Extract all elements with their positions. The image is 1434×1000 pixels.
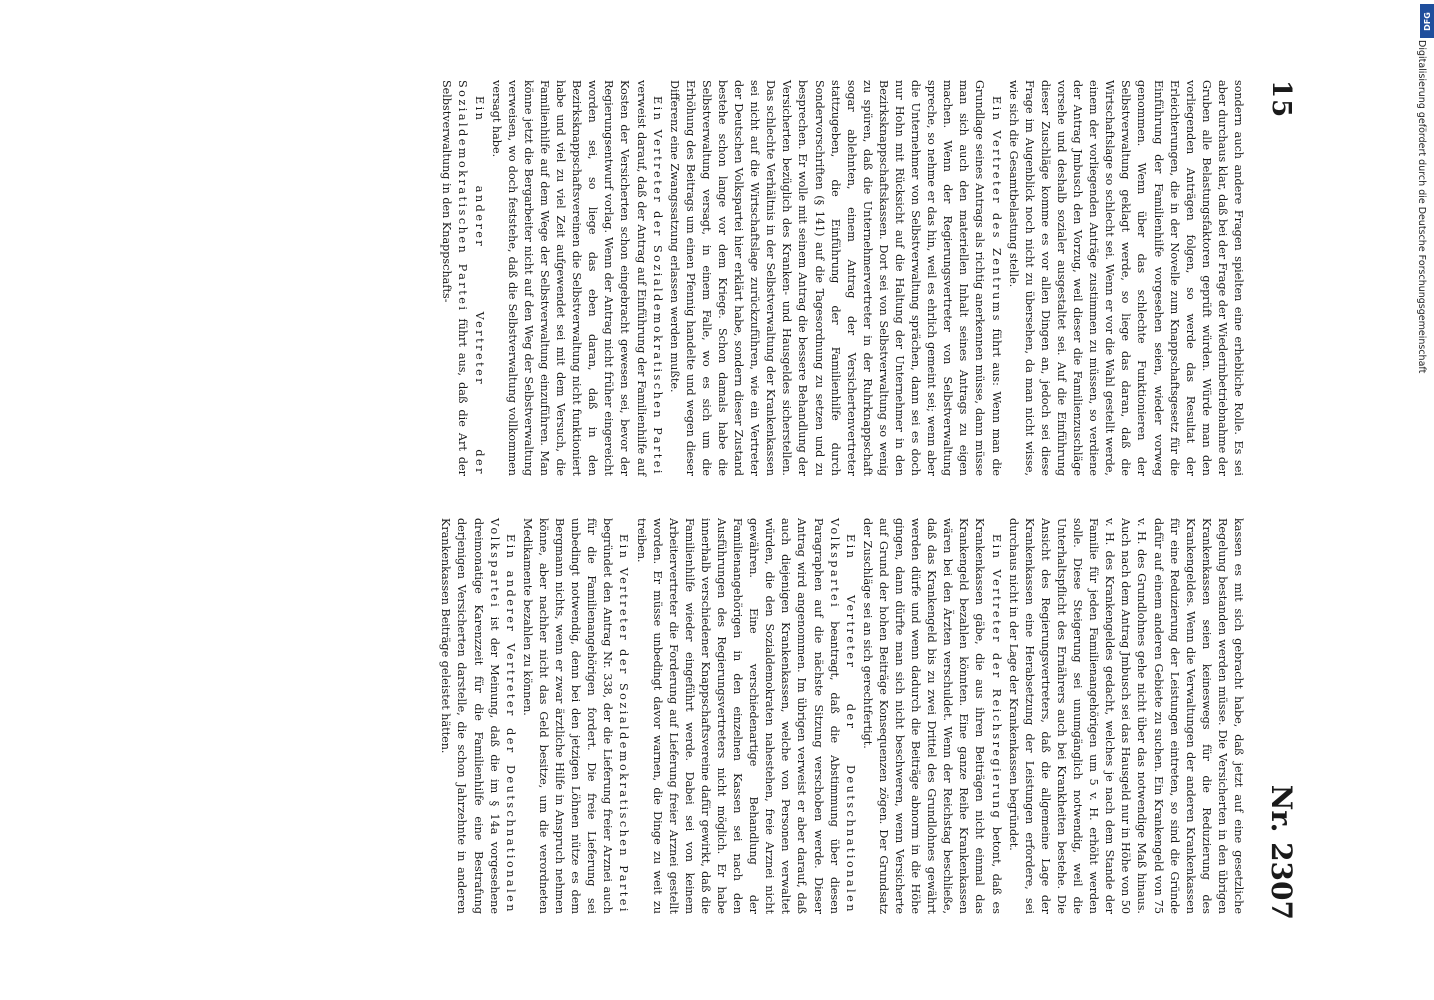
speaker-lead: Ein anderer Vertreter der Deutschnationalen Volkspartei [487, 518, 517, 914]
paragraph-text: betont, daß es Krankenkassen gäbe, die aus ihren Beiträgen nicht einmal das Krankengeld bezahlen könnten. Eine ganze Reihe Krankenkassen wären bei den Ärzten verschuldet. Wenn der Reichstag beschließe, daß das Krankengeld bis zu zwei Drittel des Grundlohnes gewährt werden dürfe und wenn dadurch die Beiträge abnorm in die Höhe gingen, dann dürfte man sich nicht beschweren, wenn Versicherte auf Grund der hohen Beiträge Konsequenzen zögen. Der Grundsatz der Zuschläge sei an sich gerechtfertigt. [860, 518, 1003, 914]
paragraph-text: verweist darauf, daß der Antrag auf Einführung der Familienhilfe auf Kosten der Versicherten schon eingebracht gewesen sei, bevor der Regierungsentwurf vorlag. Wenn der Antrag nicht früher eingereicht worden sei, so liege das eben daran, daß in den Bezirksknappschaftsvereinen die Selbstverwaltung nicht funktioniert habe und viel zu viel Zeit aufgewendet sei mit dem Versuch, die Familienhilfe auf dem Wege der Selbstverwaltung einzuführen. Man könne jetzt die Bergarbeiter nicht auf den Weg der Selbstverwaltung verweisen, wo doch feststehe, daß die Selbstverwaltung vollkommen versagt habe. [489, 80, 648, 476]
paragraph [488, 80, 665, 476]
rotated-document-page [90, 60, 1304, 940]
paragraph-text: ist der Meinung, daß die im § 14a vorgesehene dreimonatige Karenzzeit für die Familienhilfe eine Bestrafung derjenigen Versicherten darstelle, die schon Jahrzehnte in anderen Krankenkassen Beiträge geleistet hätten. [439, 518, 501, 915]
speaker-lead: Ein Vertreter der Reichsregierung [989, 534, 1003, 821]
speaker-lead: Ein Vertreter der Sozialdemokratischen Partei [617, 534, 631, 914]
right-text-column [436, 518, 1246, 914]
paragraph-text: sondern auch andere Fragen spielten eine erhebliche Rolle. Es sei aber durchaus klar, daß bei der Frage der Wiederinbetriebnahme der Gruben alle Belastungsfaktoren geprüft würden. Würde man den vorliegenden Anträgen folgen, so werde das Resultat der Erleichterungen, die in der Novelle zum Knappschaftsgesetz für die Einführung der Familienhilfe vorgesehen seien, wieder vorweg genommen. Wenn über das schlechte Funktionieren der Selbstverwaltung geklagt werde, so liege das daran, daß die Wirtschaftslage so schlecht sei. Wenn er vor die Wahl gestellt werde, einem der vorliegenden Anträge zustimmen zu müssen, so verdiene der Antrag Jmbusch den Vorzug, weil dieser die Familienzuschläge vorsehe und deshalb sozialer ausgestaltet sei. Auf die Einführung dieser Zuschläge komme es vor allen Dingen an, jedoch sei diese Frage im Augenblick noch nicht zu übersehen, da man nicht wisse, wie sich die Gesamtbelastung stelle. [1006, 80, 1245, 476]
paragraph [1005, 518, 1246, 914]
paragraph [666, 80, 1004, 476]
paragraph-text: begründet den Antrag Nr. 338, der die Lieferung freier Arznei auch für die Familienangehörigen fordert. Die freie Lieferung sei unbedingt notwendig, denn bei den jetzigen Löhnen nütze es dem Bergmann nichts, wenn er zwar ärztliche Hilfe in Anspruch nehmen könne, aber nachher nicht das Geld besitze, um die verordneten Medikamente bezahlen zu können. [520, 518, 615, 914]
speaker-lead: Ein Vertreter der Deutschnationalen Volkspartei [827, 518, 857, 914]
paragraph [632, 518, 857, 914]
paragraph-text: führt aus: Wenn man die Grundlage seines Antrags als richtig anerkennen müsse, dann müsse man sich auch den materiellen Inhalt seines Antrags zu eigen machen. Wenn der Regierungsvertreter von Selbstverwaltung spreche, so nehme er das hin, weil es ehrlich gemeint sei; wenn aber die Unternehmer von Selbstverwaltung sprächen, dann sei es doch nur Hohn mit Rücksicht auf die Haltung der Unternehmer in den Bezirksknappschaftskassen. Dort sei von Selbstverwaltung so wenig zu spüren, daß die Unternehmervertreter in der Ruhrknappschaft sogar ablehnten, einem Antrag der Versichertenvertreter stattzugeben, die Einführung der Familienhilfe durch Sondervorschriften (§ 141) auf die Tagesordnung zu setzen und zu besprechen. Er wolle mit seinem Antrag die bessere Behandlung der Versicherten bezüglich des Kranken- und Hausgeldes sicherstellen. Das schlechte Verhältnis in der Selbstverwaltung der Krankenkassen sei nicht auf die Wirtschaftslage zurückzuführen, wie ein Vertreter der Deutschen Volkspartei hier erklärt habe, sondern dieser Zustand bestehe schon lange vor dem Kriege. Schon damals habe die Selbstverwaltung versagt, in einem Falle, wo es sich um die Erhöhung des Beitrags um einen Pfennig handelte und wegen dieser Differenz eine Zwangssatzung erlassen werden mußte. [667, 80, 1003, 476]
paragraph-text: führt aus, daß die Art der Selbstverwaltung in den Knappschafts- [440, 80, 470, 476]
speaker-lead: Ein anderer Vertreter der Sozialdemokratischen Partei [456, 80, 486, 476]
paragraph [1005, 80, 1246, 476]
left-text-column [437, 80, 1246, 476]
document-number: Nr. 2307 [1265, 784, 1298, 920]
paragraph-text: beantragt, daß die Abstimmung über diesen Paragraphen auf die nächste Sitzung verschoben werde. Dieser Antrag wird angenommen. Im übrigen verweist er aber darauf, daß auch diejenigen Krankenkassen, welche von Personen verwaltet würden, die den Sozialdemokraten nahestehen, freie Arznei nicht gewähren. Eine verschiedenartige Behandlung der Familienangehörigen in den einzelnen Kassen sei nach den Ausführungen des Regierungsvertreters nicht möglich. Er habe innerhalb verschiedener Knappschaftsvereine dafür gewirkt, daß die Familienhilfe wieder eingeführt werde. Dabei sei von keinem Arbeitervertreter die Forderung auf Lieferung freier Arznei gestellt worden. Er müsse unbedingt davor warnen, die Dinge zu weit zu treiben. [634, 518, 841, 914]
speaker-lead: Ein Vertreter des Zentrums [989, 96, 1003, 324]
dfg-badge-label: DFG [1422, 11, 1432, 31]
digitization-note-text: Digitalisierung gefördert durch die Deutsche Forschungsgemeinschaft [1416, 40, 1427, 374]
paragraph [519, 518, 632, 914]
page-number: 15 [1266, 80, 1296, 119]
paragraph [437, 518, 517, 914]
paragraph [859, 518, 1004, 914]
speaker-lead: Ein Vertreter der Sozialdemokratischen Partei [650, 96, 664, 476]
paragraph [438, 80, 486, 476]
dfg-logo-badge [1420, 4, 1434, 38]
paragraph-text: kassen es mit sich gebracht habe, daß jetzt auf eine gesetzliche Regelung bestanden werden müsse. Die Versicherten in den übrigen Krankenkassen seien keineswegs für die Reduzierung des Krankengeldes. Wenn die Verwaltungen der anderen Krankenkassen für eine Reduzierung der Leistungen eintreten, so sind die Gründe dafür auf einem anderen Gebiete zu suchen. Ein Krankengeld von 75 v. H. des Grundlohnes gehe nicht über das notwendige Maß hinaus. Auch nach dem Antrag Jmbusch sei das Hausgeld nur in Höhe von 50 v. H. des Krankengeldes gedacht, welches je nach dem Stande der Familie für jeden Familienangehörigen um 5 v. H. erhöht werden solle. Diese Steigerung sei unumgänglich notwendig, weil die Unterhaltspflicht des Ernährers auch bei Krankheiten bestehe. Die Ansicht des Regierungsvertreters, daß die allgemeine Lage der Krankenkassen eine Herabsetzung der Leistungen erfordere, sei durchaus nicht in der Lage der Krankenkassen begründet. [1006, 518, 1245, 914]
